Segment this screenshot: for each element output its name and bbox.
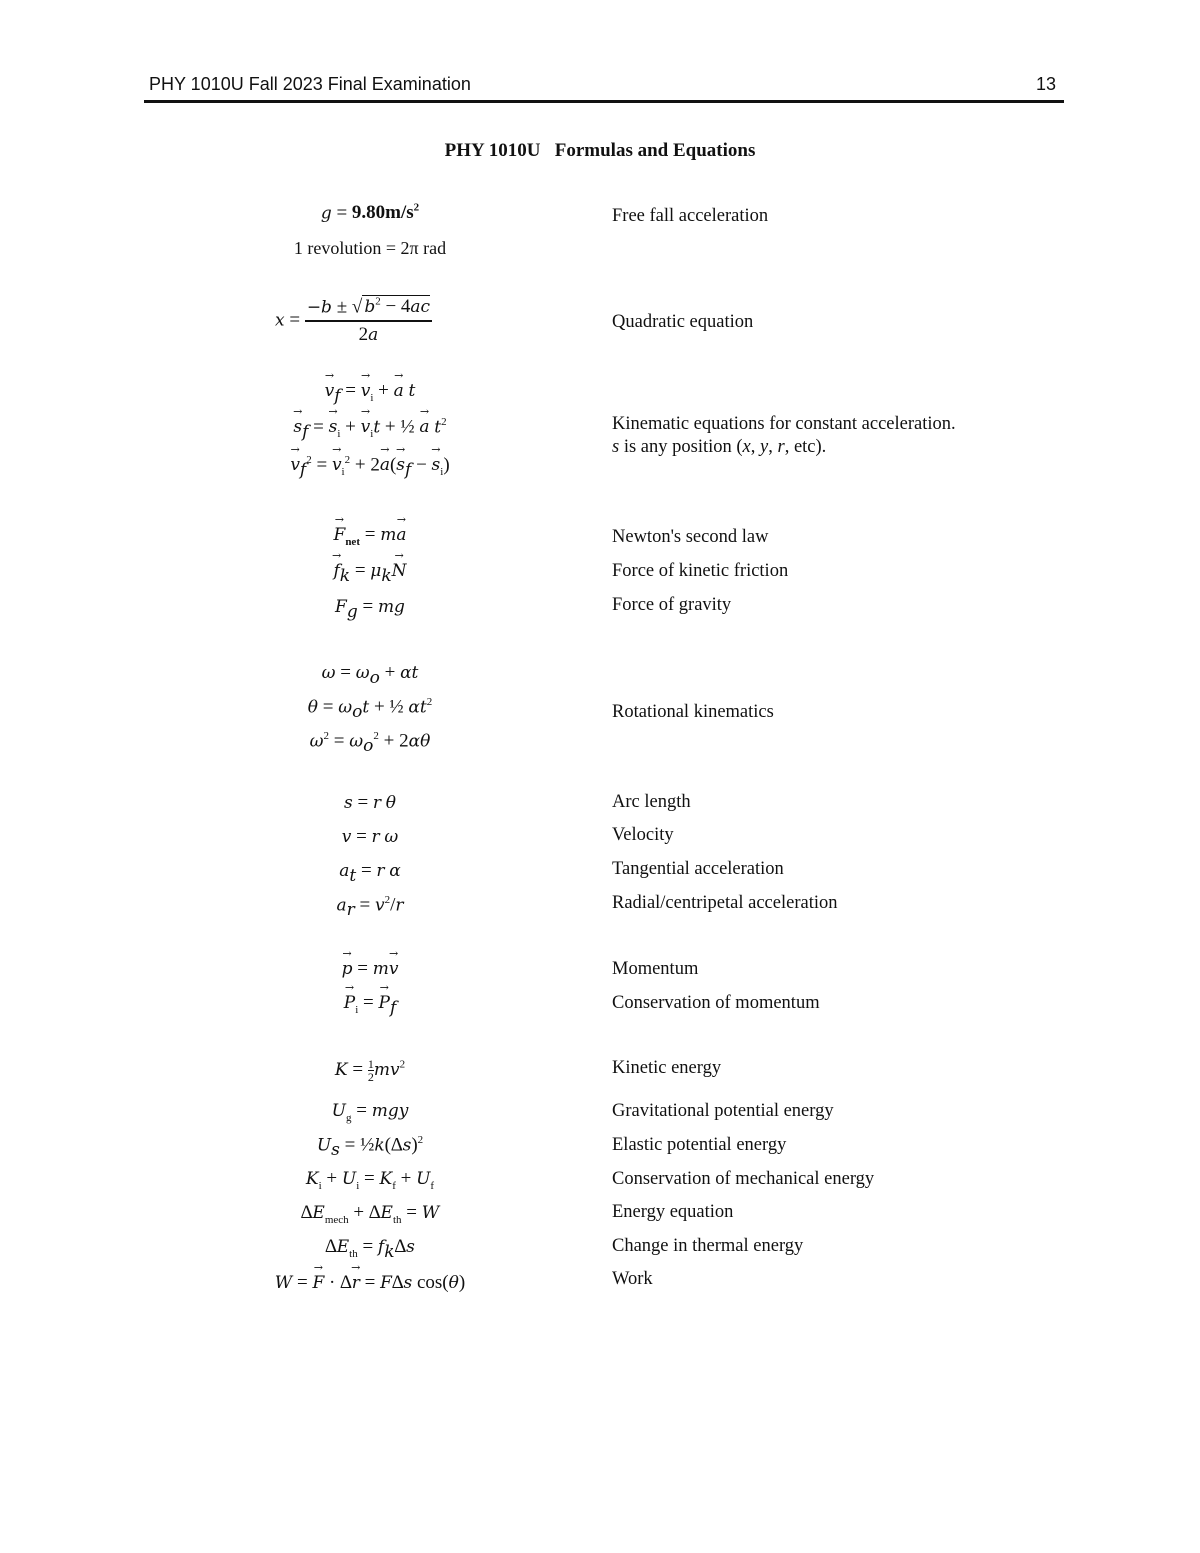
desc-tangential: Tangential acceleration xyxy=(612,859,784,879)
desc-thermal: Change in thermal energy xyxy=(612,1236,804,1256)
equation-elastic-potential: $U_s$ = $\frac{1}{2}k(\Delta s)^2$ xyxy=(316,1134,424,1161)
desc-kinematic-line2: s is any position (x, y, r, etc). xyxy=(612,437,827,457)
desc-grav-potential: Gravitational potential energy xyxy=(612,1101,834,1121)
desc-work: Work xyxy=(612,1269,653,1289)
desc-arc-length: Arc length xyxy=(612,792,691,812)
equation-gravity: $F_g$ = mg xyxy=(335,596,405,622)
desc-kinematic-line1: Kinematic equations for constant acceleration. xyxy=(612,414,956,434)
page-number: 13 xyxy=(1036,74,1057,94)
desc-velocity: Velocity xyxy=(612,825,674,845)
equation-velocity: v = r ω xyxy=(341,826,399,847)
page-title: PHY 1010U Formulas and Equations xyxy=(444,140,756,161)
desc-energy-eq: Energy equation xyxy=(612,1202,734,1222)
desc-free-fall: Free fall acceleration xyxy=(612,206,769,226)
equation-momentum: → p = m→ v xyxy=(200,958,540,980)
desc-elastic-potential: Elastic potential energy xyxy=(612,1135,787,1155)
desc-newton: Newton's second law xyxy=(612,527,769,547)
desc-rotational: Rotational kinematics xyxy=(612,702,774,722)
equation-angular-velocity: $\omega = \omega_o + \alpha t$ xyxy=(321,662,419,688)
equation-kinetic-friction: → $f_k = \mu_k\to N$ xyxy=(200,560,540,586)
equation-velocity-time: → $v_f$ = → $v_i$ + → a t xyxy=(200,380,540,406)
exam-header-title: PHY 1010U Fall 2023 Final Examination xyxy=(149,74,471,94)
desc-kinetic-friction: Force of kinetic friction xyxy=(612,561,789,581)
desc-kinetic-energy: Kinetic energy xyxy=(612,1058,722,1078)
equation-radial: $a_r = v^2/r$ xyxy=(336,894,404,921)
desc-conservation-mech: Conservation of mechanical energy xyxy=(612,1169,875,1189)
desc-gravity: Force of gravity xyxy=(612,595,732,615)
equation-arc-length: s = r θ xyxy=(343,792,397,813)
equation-revolution: 1 revolution = 2π rad xyxy=(293,238,447,258)
equation-conservation-momentum: → $P_i$ = → $P_f$ xyxy=(200,992,540,1018)
equation-work: W = → F · ∆→ r = F∆s cos(θ) xyxy=(200,1272,540,1294)
equation-tangential: $a_t = r$ α xyxy=(339,860,401,886)
equation-newton: → $F_{net} = m\to a$ xyxy=(200,524,540,548)
desc-radial: Radial/centripetal acceleration xyxy=(612,893,838,913)
equation-thermal: $\Delta E_{th} = f_k\Delta s$ xyxy=(325,1236,415,1262)
equation-velocity-position: → $v_f^2$ = → $v_i^2 + 2\to a(\to s_f$ − → $s_i$) xyxy=(200,454,540,480)
desc-momentum: Momentum xyxy=(612,959,699,979)
equation-position-time: → $s_f$ = → $s_i$ + → $v_it$ + ½ → a $t^2$ xyxy=(200,416,540,442)
header-rule xyxy=(144,100,1064,103)
equation-angular-position: $\theta = \omega_ot$ + ½ $\alpha t^2$ xyxy=(307,696,433,723)
equation-quadratic: x = $\frac{-b \pm √ b^2 - 4ac}{2a}$ xyxy=(275,296,431,346)
equation-kinetic-energy: K = $\frac{1}{2}$ $mv^2$ xyxy=(334,1057,406,1084)
equation-grav-potential: $U_g$ = mgy xyxy=(331,1100,409,1124)
desc-conservation-momentum: Conservation of momentum xyxy=(612,993,820,1013)
desc-quadratic: Quadratic equation xyxy=(612,312,754,332)
equation-angular-velocity-squared: $\omega^2 = \omega_o^2 + 2\alpha\theta$ xyxy=(309,730,431,757)
equation-free-fall: $g = 9.80m/s^2$ xyxy=(320,202,420,224)
equation-energy: $\Delta E_{mech} + \Delta E_{th} = W$ xyxy=(300,1202,440,1226)
equation-conservation-mech: $K_i + U_i = K_f + U_f$ xyxy=(305,1168,435,1192)
